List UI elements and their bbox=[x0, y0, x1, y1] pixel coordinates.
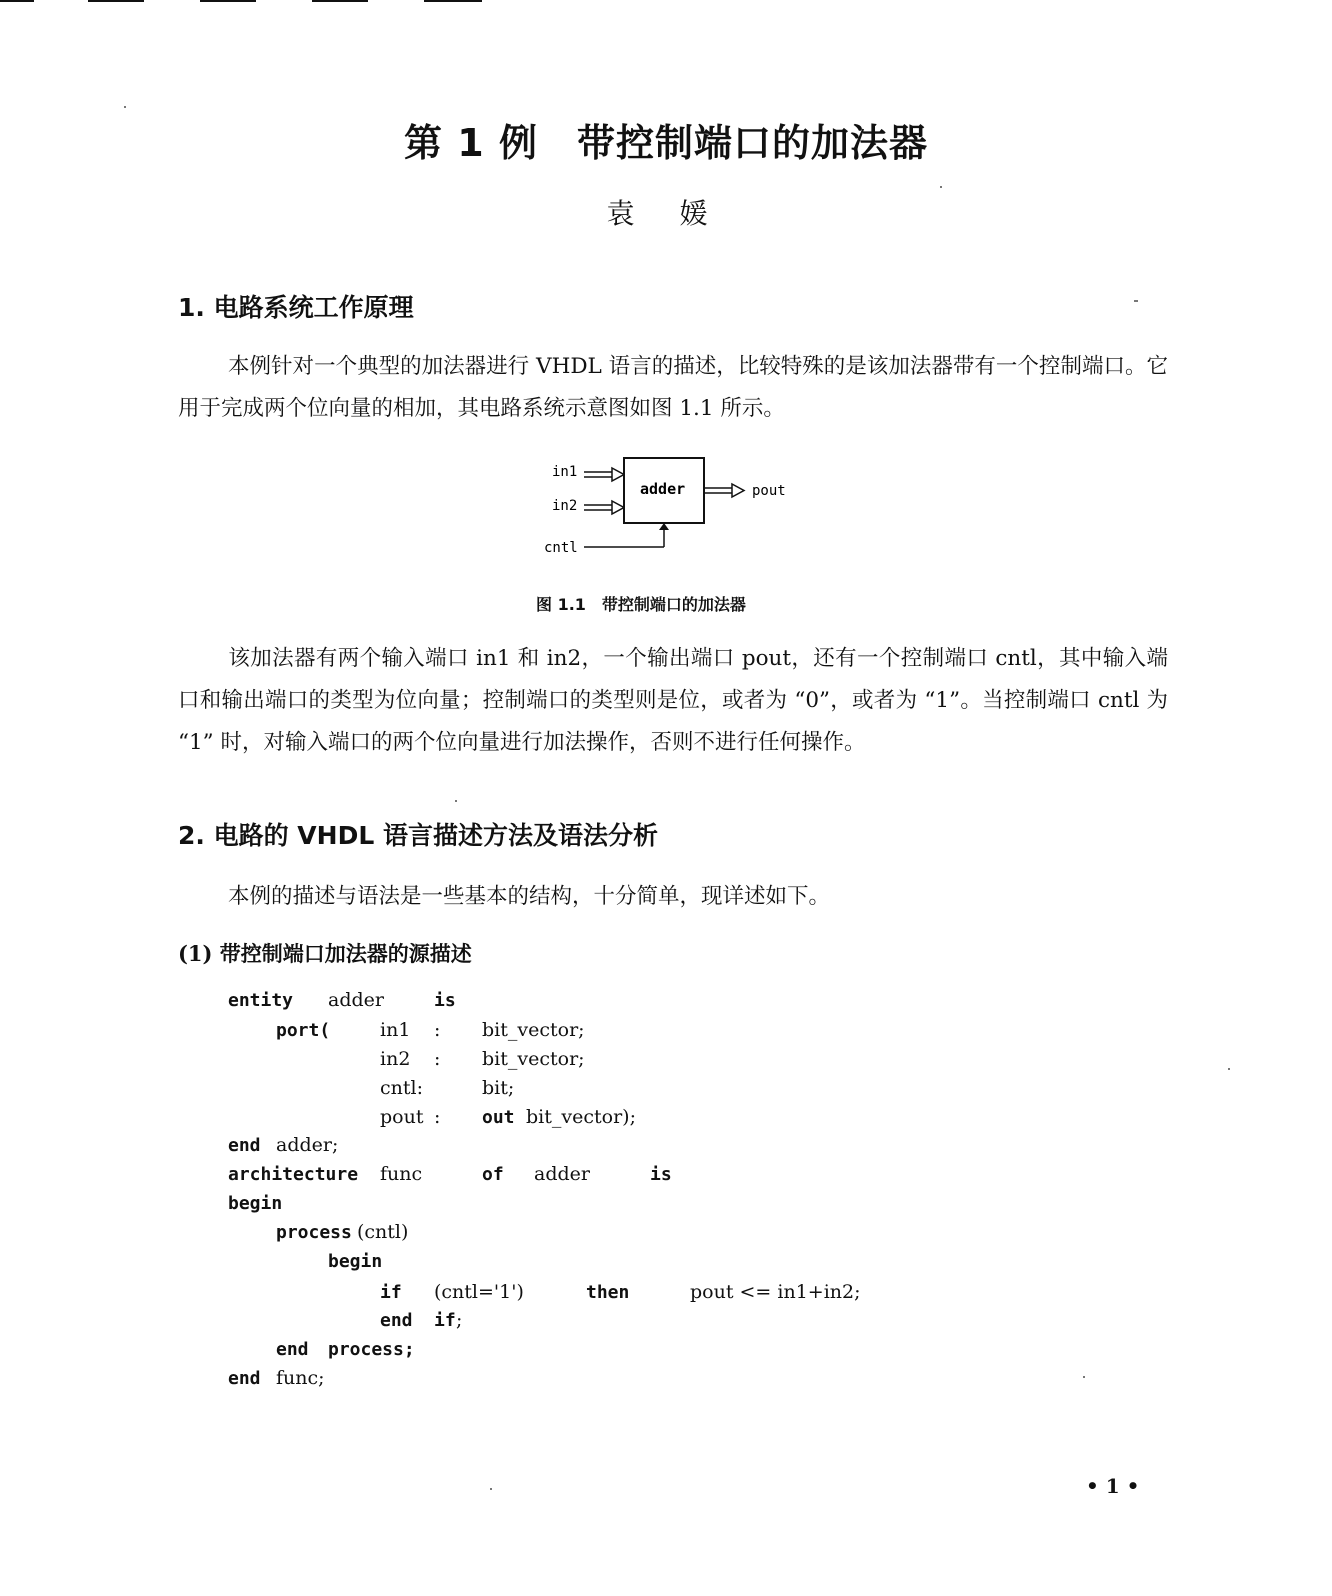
code-keyword: begin bbox=[328, 1251, 383, 1272]
code-keyword: if bbox=[380, 1282, 402, 1303]
code-text: bit_vector); bbox=[526, 1106, 636, 1128]
code-text: pout bbox=[380, 1106, 424, 1128]
diagram-label-in2: in2 bbox=[552, 498, 578, 514]
code-keyword: end bbox=[228, 1368, 261, 1389]
code-text: adder bbox=[328, 989, 384, 1011]
code-text: bit_vector; bbox=[482, 1048, 585, 1070]
diagram-label-adder: adder bbox=[640, 480, 686, 498]
subsection-heading: (1) 带控制端口加法器的源描述 bbox=[178, 941, 472, 966]
code-text: (cntl='1') bbox=[434, 1281, 524, 1303]
scan-edge-line bbox=[200, 0, 256, 2]
paragraph-ports-text: 该加法器有两个输入端口 in1 和 in2，一个输出端口 pout，还有一个控制端口 cntl，其中输入端口和输出端口的类型为位向量；控制端口的类型则是位，或者为 “0”，或者为 “1”。当控制端口 cntl 为 “1” 时，对输入端口的两个位向量进行加法操作，否则不进行任何操作。 bbox=[178, 646, 1168, 755]
code-text: : bbox=[434, 1048, 441, 1070]
diagram-label-cntl: cntl bbox=[544, 540, 578, 556]
adder-block-diagram bbox=[540, 448, 820, 568]
scan-speck bbox=[124, 106, 126, 108]
paragraph-intro-text: 本例针对一个典型的加法器进行 VHDL 语言的描述，比较特殊的是该加法器带有一个控制端口。它用于完成两个位向量的相加，其电路系统示意图如图 1.1 所示。 bbox=[178, 354, 1168, 421]
code-keyword: process; bbox=[328, 1339, 415, 1360]
code-keyword: then bbox=[586, 1282, 630, 1303]
code-text: (cntl) bbox=[357, 1221, 409, 1243]
scan-speck bbox=[1083, 1376, 1085, 1378]
code-text: pout <= in1+in2; bbox=[690, 1281, 861, 1303]
code-keyword: is bbox=[434, 990, 456, 1011]
code-text: func; bbox=[276, 1367, 325, 1389]
scan-speck bbox=[940, 186, 942, 188]
scan-speck bbox=[1228, 1068, 1230, 1070]
code-keyword: process bbox=[276, 1222, 352, 1243]
scan-edge-line bbox=[0, 0, 34, 2]
code-text: cntl: bbox=[380, 1077, 423, 1099]
code-keyword: end bbox=[380, 1310, 413, 1331]
code-keyword: out bbox=[482, 1107, 515, 1128]
code-keyword: port( bbox=[276, 1020, 331, 1041]
code-keyword: if bbox=[434, 1310, 456, 1331]
code-text: ; bbox=[456, 1309, 463, 1331]
code-text: in1 bbox=[380, 1019, 411, 1041]
code-keyword: end bbox=[228, 1135, 261, 1156]
code-text: bit; bbox=[482, 1077, 515, 1099]
paragraph-intro bbox=[178, 346, 1168, 430]
scan-edge-line bbox=[88, 0, 144, 2]
code-text: bit_vector; bbox=[482, 1019, 585, 1041]
author-name: 袁 媛 bbox=[606, 197, 726, 230]
code-keyword: architecture bbox=[228, 1164, 359, 1185]
paragraph-overview bbox=[178, 876, 1168, 918]
code-text: adder bbox=[534, 1163, 590, 1185]
code-text: adder; bbox=[276, 1134, 339, 1156]
diagram-label-in1: in1 bbox=[552, 464, 578, 480]
code-keyword: begin bbox=[228, 1193, 283, 1214]
code-text: in2 bbox=[380, 1048, 411, 1070]
page-title: 第 1 例 带控制端口的加法器 bbox=[404, 121, 928, 165]
section-heading-1: 1. 电路系统工作原理 bbox=[178, 293, 414, 322]
page-number: • 1 • bbox=[1086, 1474, 1140, 1498]
scan-edge-line bbox=[424, 0, 482, 2]
scan-edge-line bbox=[312, 0, 368, 2]
paragraph-overview-text: 本例的描述与语法是一些基本的结构，十分简单，现详述如下。 bbox=[228, 884, 831, 909]
paragraph-ports bbox=[178, 638, 1168, 764]
code-text: func bbox=[380, 1163, 423, 1185]
figure-caption: 图 1.1 带控制端口的加法器 bbox=[536, 595, 746, 614]
code-text: : bbox=[434, 1106, 441, 1128]
code-keyword: entity bbox=[228, 990, 294, 1011]
scan-speck bbox=[455, 800, 457, 802]
code-text: : bbox=[434, 1019, 441, 1041]
code-keyword: of bbox=[482, 1164, 504, 1185]
code-keyword: is bbox=[650, 1164, 672, 1185]
section-heading-2: 2. 电路的 VHDL 语言描述方法及语法分析 bbox=[178, 821, 658, 850]
scan-speck bbox=[1134, 300, 1138, 302]
diagram-label-pout: pout bbox=[752, 483, 786, 499]
code-keyword: end bbox=[276, 1339, 309, 1360]
scan-speck bbox=[490, 1488, 492, 1490]
